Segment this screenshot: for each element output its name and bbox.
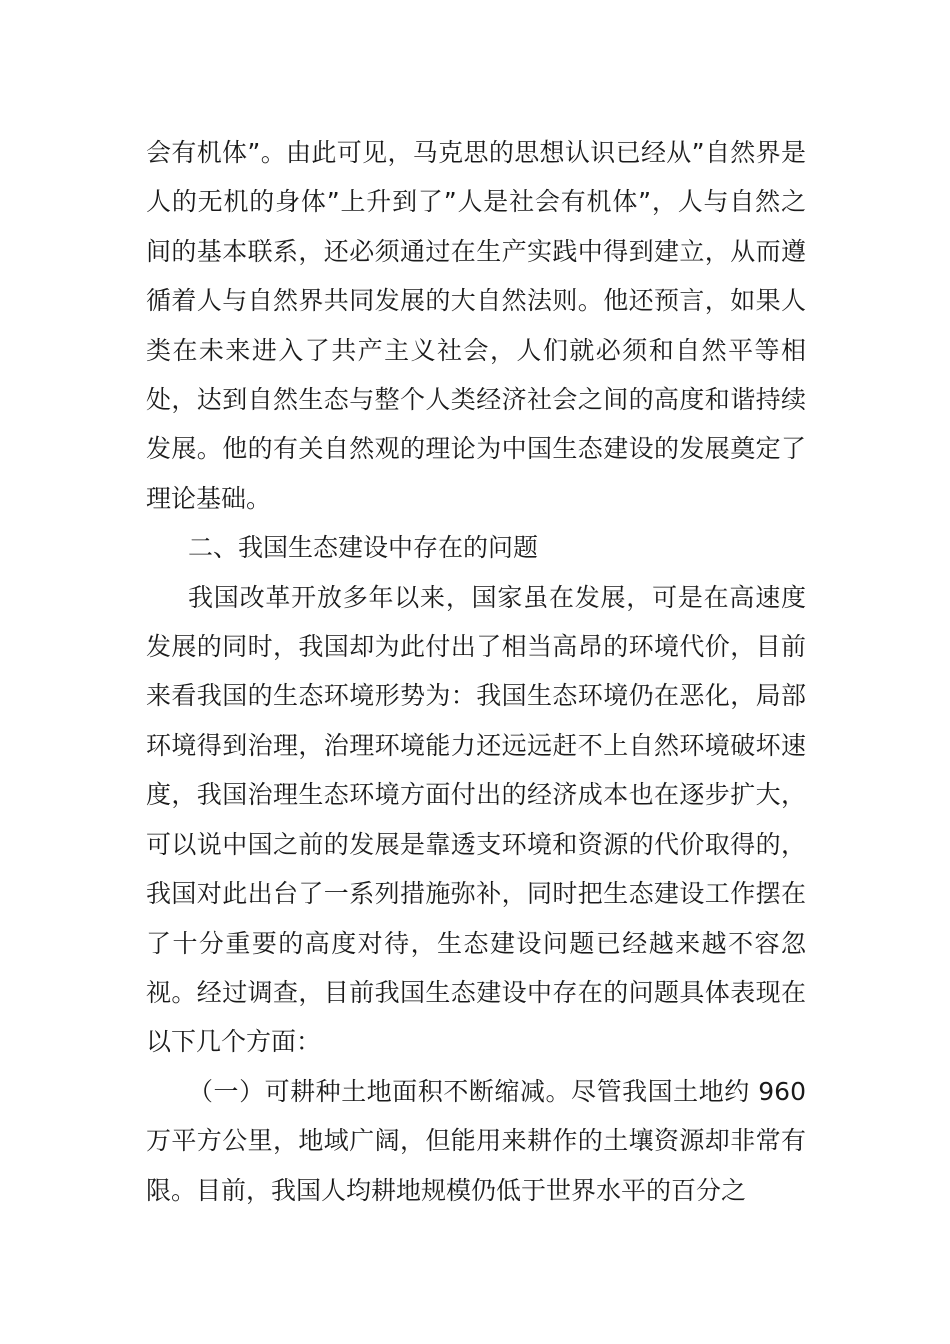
paragraph-problems-intro: 我国改革开放多年以来，国家虽在发展，可是在高速度发展的同时，我国却为此付出了相当高昂的环境代价，目前来看我国的生态环境形势为：我国生态环境仍在恶化，局部环境得到治理，治理环境能力还远远赶不上自然环境破坏速度，我国治理生态环境方面付出的经济成本也在逐步扩大，可以说中国之前的发展是靠透支环境和资源的代价取得的，我国对此出台了一系列措施弥补，同时把生态建设工作摆在了十分重要的高度对待，生态建设问题已经越来越不容忽视。经过调查，目前我国生态建设中存在的问题具体表现在以下几个方面： <box>146 582 806 1057</box>
document-body <box>146 128 806 1215</box>
section-heading: 二、我国生态建设中存在的问题 <box>188 533 539 563</box>
paragraph-continuation: 会有机体”。由此可见，马克思的思想认识已经从”自然界是人的无机的身体”上升到了”人是社会有机体”，人与自然之间的基本联系，还必须通过在生产实践中得到建立，从而遵循着人与自然界共同发展的大自然法则。他还预言，如果人类在未来进入了共产主义社会，人们就必须和自然平等相处，达到自然生态与整个人类经济社会之间的高度和谐持续发展。他的有关自然观的理论为中国生态建设的发展奠定了理论基础。 <box>146 138 806 513</box>
paragraph-arable-land: （一）可耕种土地面积不断缩减。尽管我国土地约 960 万平方公里，地域广阔，但能用来耕作的土壤资源却非常有限。目前，我国人均耕地规模仍低于世界水平的百分之 <box>146 1076 806 1205</box>
